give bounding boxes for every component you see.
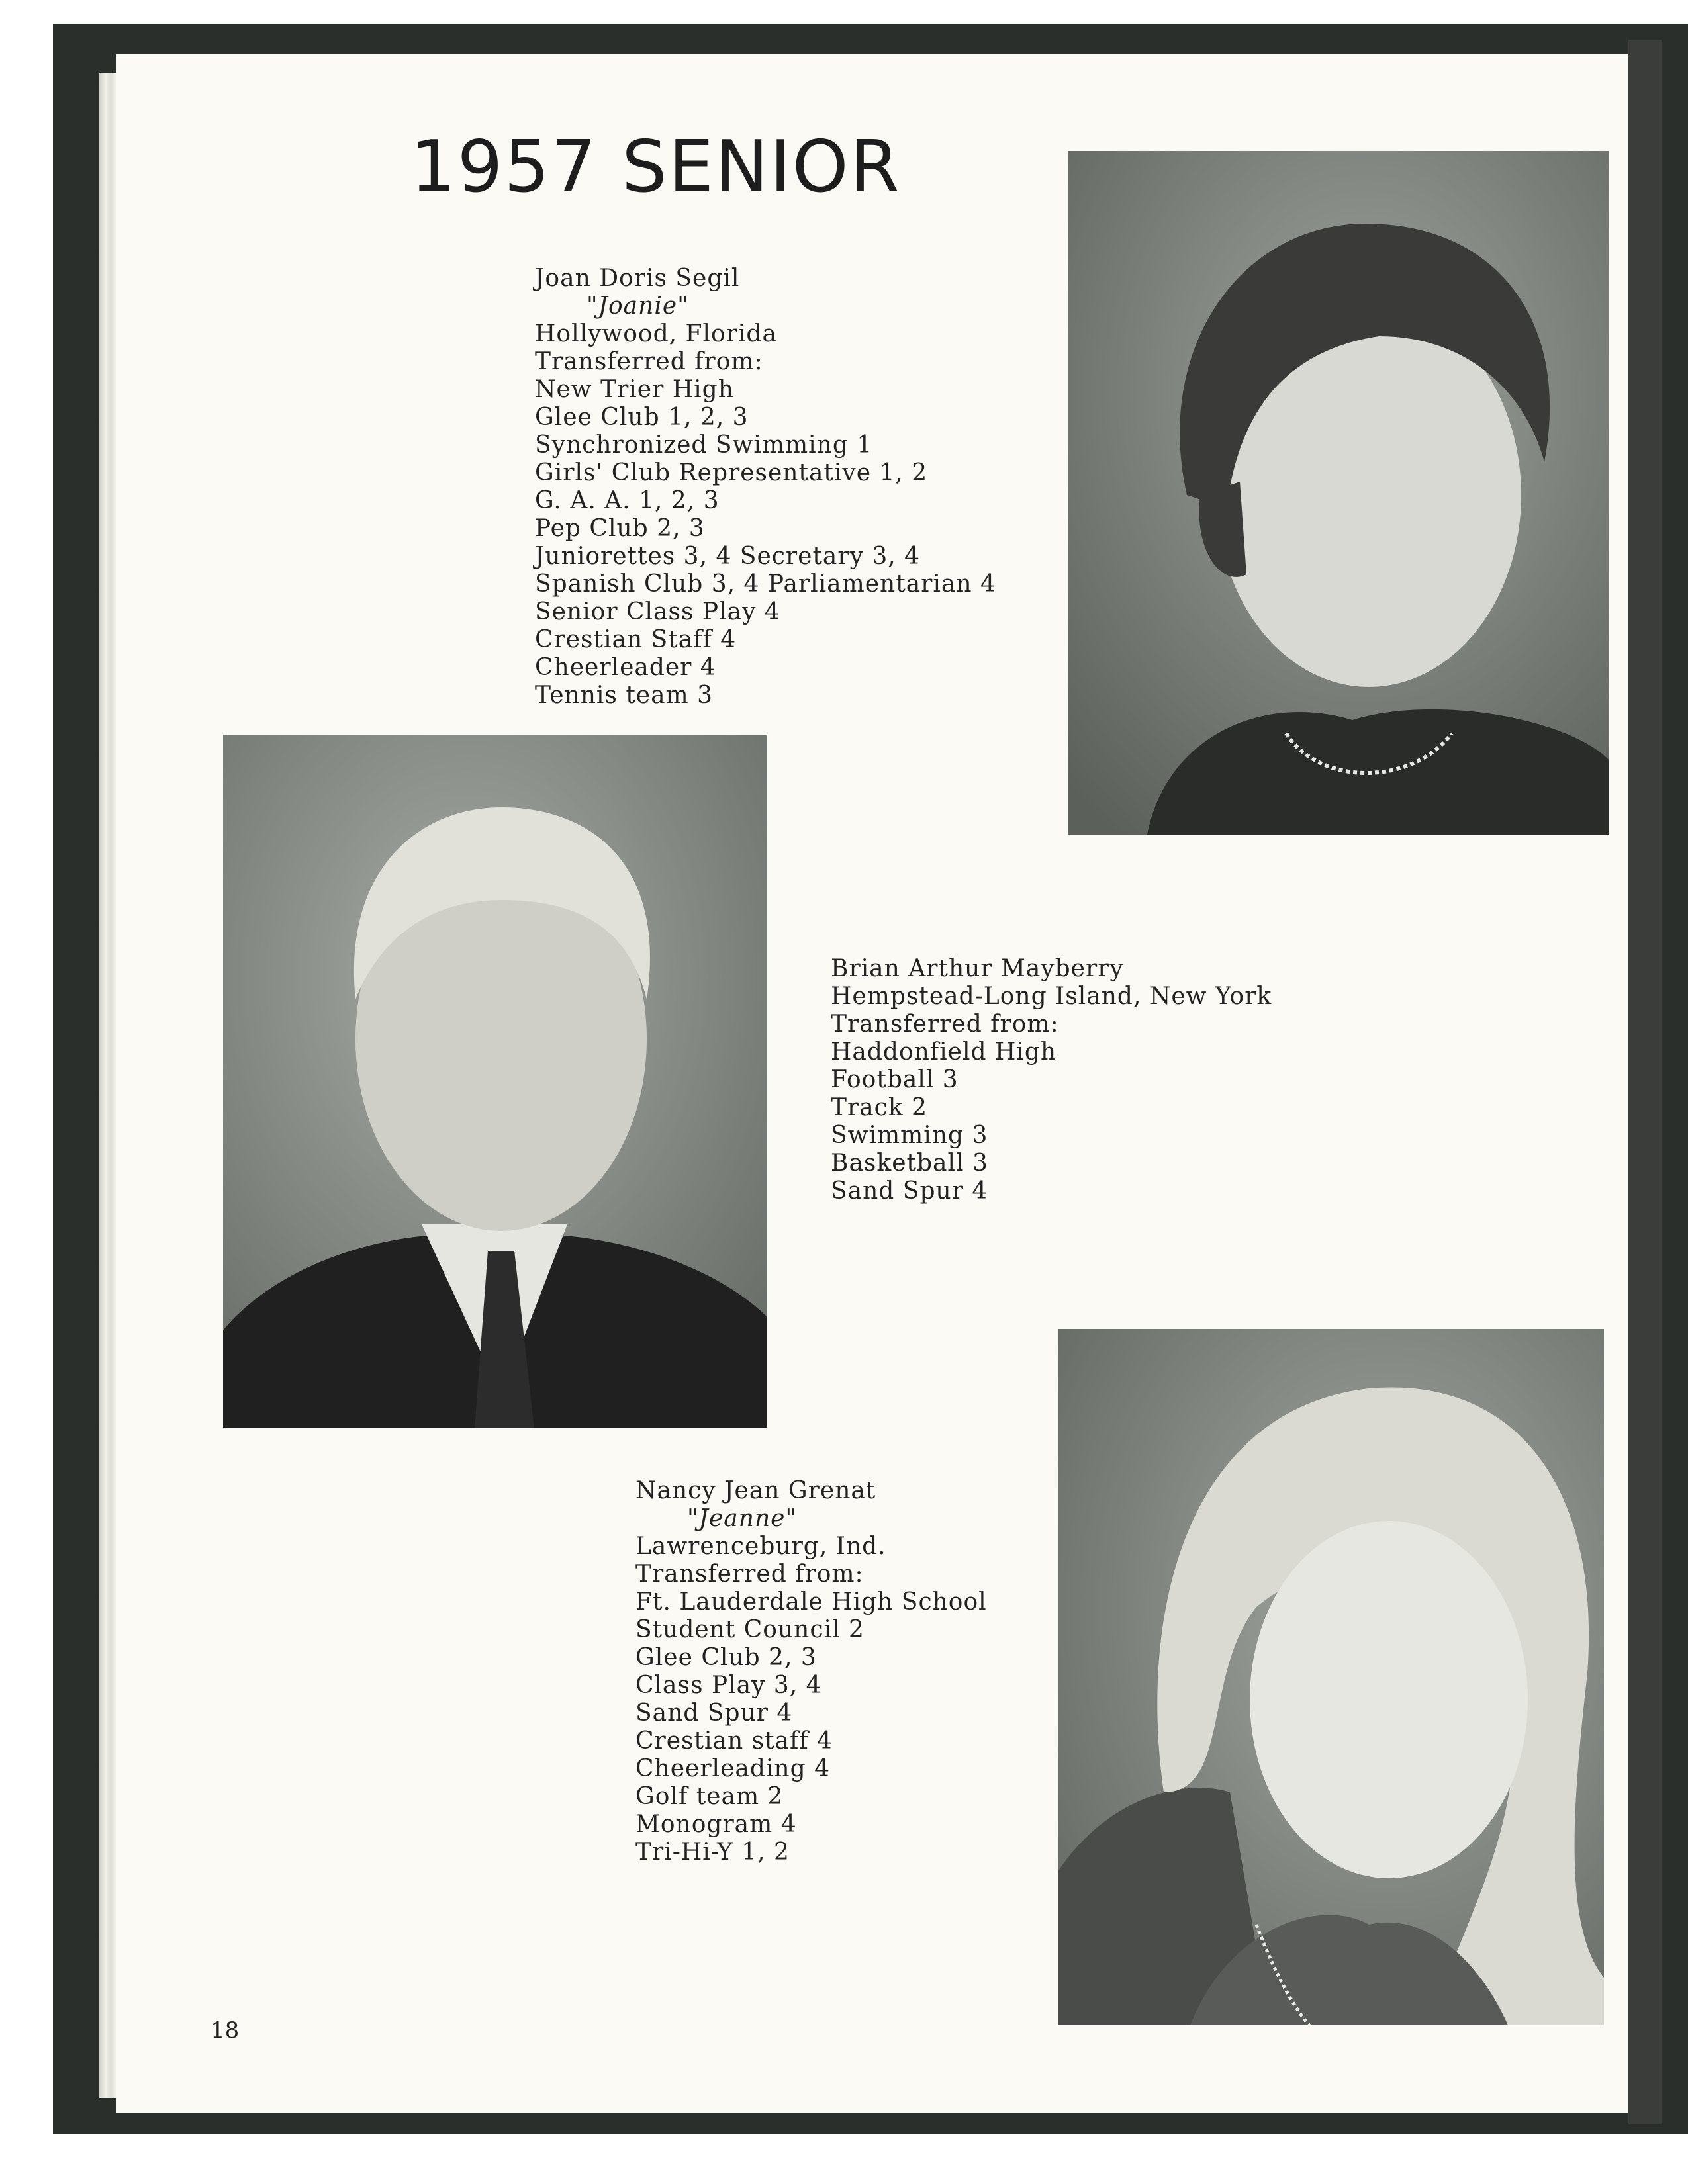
- bio-line: Spanish Club 3, 4 Parliamentarian 4: [535, 570, 996, 598]
- bio-line: Golf team 2: [635, 1783, 784, 1810]
- senior-bio-nancy: [635, 1477, 987, 1866]
- bio-line: Tri-Hi-Y 1, 2: [635, 1839, 790, 1866]
- bio-line: Crestian Staff 4: [535, 626, 737, 653]
- bio-line: Transferred from:: [635, 1561, 864, 1588]
- bio-line: Basketball 3: [831, 1150, 988, 1177]
- bio-line: Glee Club 1, 2, 3: [535, 404, 749, 431]
- bio-line: Crestian staff 4: [635, 1727, 833, 1754]
- senior-name: Nancy Jean Grenat: [635, 1477, 876, 1504]
- bio-line: Transferred from:: [831, 1011, 1059, 1038]
- page-stack-edge: [99, 73, 116, 2098]
- bio-line: Glee Club 2, 3: [635, 1644, 817, 1671]
- bio-line: Girls' Club Representative 1, 2: [535, 459, 928, 486]
- bio-line: Cheerleader 4: [535, 654, 716, 681]
- bio-line: Tennis team 3: [535, 682, 714, 709]
- bio-line: G. A. A. 1, 2, 3: [535, 487, 720, 514]
- page-number: 18: [211, 2017, 240, 2044]
- senior-nickname: "Joanie": [586, 293, 689, 320]
- bio-line: Student Council 2: [635, 1616, 865, 1643]
- senior-name: Brian Arthur Mayberry: [831, 955, 1124, 982]
- portrait-photo-nancy: [1058, 1329, 1604, 2025]
- senior-nickname: "Jeanne": [687, 1505, 797, 1532]
- bio-line: Football 3: [831, 1066, 959, 1093]
- bio-line: Haddonfield High: [831, 1038, 1057, 1066]
- bio-line: Cheerleading 4: [635, 1755, 830, 1782]
- page-heading: 1957 SENIOR: [410, 126, 901, 208]
- bio-line: Juniorettes 3, 4 Secretary 3, 4: [535, 543, 921, 570]
- book-cover-edge: [1628, 40, 1662, 2124]
- portrait-photo-brian: [223, 735, 767, 1428]
- bio-line: Ft. Lauderdale High School: [635, 1588, 987, 1615]
- bio-line: Hollywood, Florida: [535, 320, 777, 347]
- bio-line: Track 2: [831, 1094, 928, 1121]
- senior-name: Joan Doris Segil: [535, 265, 740, 292]
- bio-line: Senior Class Play 4: [535, 598, 780, 625]
- senior-bio-brian: [831, 955, 1272, 1205]
- bio-line: New Trier High: [535, 376, 734, 403]
- bio-line: Monogram 4: [635, 1811, 797, 1838]
- bio-line: Transferred from:: [535, 348, 763, 375]
- portrait-photo-joan: [1068, 151, 1609, 835]
- bio-line: Lawrenceburg, Ind.: [635, 1533, 886, 1560]
- bio-line: Swimming 3: [831, 1122, 988, 1149]
- bio-line: Hempstead-Long Island, New York: [831, 983, 1272, 1010]
- senior-bio-joan: [535, 265, 996, 709]
- bio-line: Class Play 3, 4: [635, 1672, 822, 1699]
- bio-line: Pep Club 2, 3: [535, 515, 705, 542]
- bio-line: Synchronized Swimming 1: [535, 432, 873, 459]
- bio-line: Sand Spur 4: [635, 1700, 793, 1727]
- bio-line: Sand Spur 4: [831, 1177, 988, 1205]
